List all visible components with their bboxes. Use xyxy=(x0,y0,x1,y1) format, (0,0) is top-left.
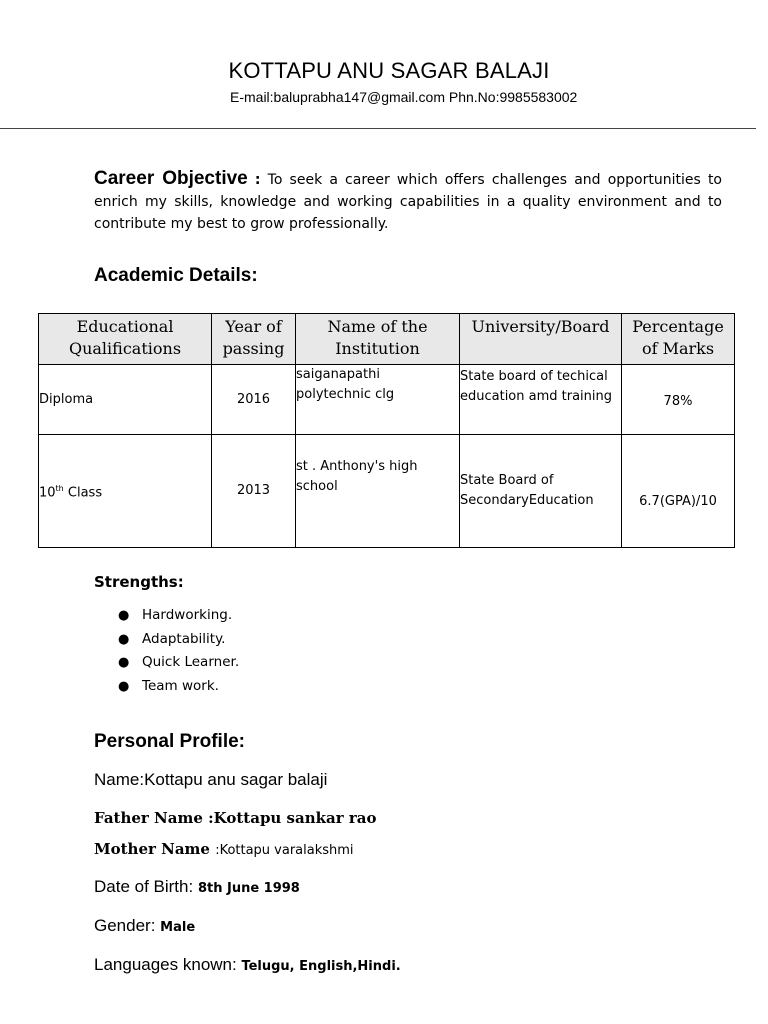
cell-year: 2013 xyxy=(212,435,296,548)
cell-qualification xyxy=(39,435,212,548)
column-header-year: Year of passing xyxy=(212,314,296,365)
bullet-icon: ● xyxy=(118,608,130,623)
profile-gender xyxy=(94,916,195,936)
father-name-value: Kottapu sankar rao xyxy=(213,809,377,827)
column-header-institution: Name of the Institution xyxy=(296,314,460,365)
gender-label: Gender: xyxy=(94,916,161,935)
languages-value: Telugu, English,Hindi. xyxy=(241,959,401,974)
academic-details-heading: Academic Details: xyxy=(94,265,258,286)
table-row xyxy=(39,365,735,435)
column-header-percentage: Percentage of Marks xyxy=(622,314,735,365)
bullet-icon: ● xyxy=(118,655,130,670)
list-item: ● Quick Learner. xyxy=(110,651,239,675)
strengths-list xyxy=(110,604,239,698)
career-objective-paragraph xyxy=(94,168,722,235)
profile-father-name xyxy=(94,809,377,827)
list-item: ● Adaptability. xyxy=(110,628,239,652)
cell-board: State Board of SecondaryEducation xyxy=(460,435,622,548)
column-header-qualification: Educational Qualifications xyxy=(39,314,212,365)
profile-name: Name:Kottapu anu sagar balaji xyxy=(94,770,328,789)
profile-languages xyxy=(94,955,401,975)
cell-qualification: Diploma xyxy=(39,365,212,435)
list-item: ● Team work. xyxy=(110,675,239,699)
contact-details: E-mail:baluprabha147@gmail.com Phn.No:9985583002 xyxy=(230,89,578,105)
career-objective-separator: : xyxy=(254,172,261,188)
personal-profile-heading: Personal Profile: xyxy=(94,731,245,752)
qualification-suffix: Class xyxy=(63,485,103,501)
candidate-name: KOTTAPU ANU SAGAR BALAJI xyxy=(228,58,550,83)
bullet-icon: ● xyxy=(118,631,130,647)
career-objective-heading: Career Objective xyxy=(94,168,248,189)
profile-date-of-birth xyxy=(94,877,300,897)
cell-board: State board of techical education amd training xyxy=(460,365,622,435)
cell-year: 2016 xyxy=(212,365,296,435)
profile-mother-name xyxy=(94,840,354,858)
dob-label: Date of Birth: xyxy=(94,877,198,896)
cell-institution: saiganapathi polytechnic clg xyxy=(296,365,460,435)
cell-percentage: 6.7(GPA)/10 xyxy=(622,435,735,548)
table-header-row xyxy=(39,314,735,365)
gender-value: Male xyxy=(160,920,196,935)
languages-label: Languages known: xyxy=(94,955,242,974)
column-header-board: University/Board xyxy=(460,314,622,365)
header-divider xyxy=(0,128,756,129)
qualification-ordinal: th xyxy=(55,483,64,493)
cell-institution: st . Anthony's high school xyxy=(296,435,460,548)
list-item: ● Hardworking. xyxy=(110,604,239,628)
mother-name-value: :Kottapu varalakshmi xyxy=(215,843,354,858)
bullet-icon: ● xyxy=(118,678,130,694)
cell-percentage: 78% xyxy=(622,365,735,435)
dob-value: 8th June 1998 xyxy=(197,881,300,896)
qualification-number: 10 xyxy=(39,485,56,501)
mother-name-label: Mother Name xyxy=(94,840,216,858)
strengths-heading: Strengths: xyxy=(94,573,184,591)
father-name-label: Father Name : xyxy=(94,809,214,827)
academic-details-table xyxy=(38,313,735,548)
career-objective-text: To seek a career which offers challenges and opportunities to enrich my skills, knowledge and working capabilities in a quality environment and to contribute my best to grow professionally. xyxy=(94,172,722,232)
table-row xyxy=(39,435,735,548)
